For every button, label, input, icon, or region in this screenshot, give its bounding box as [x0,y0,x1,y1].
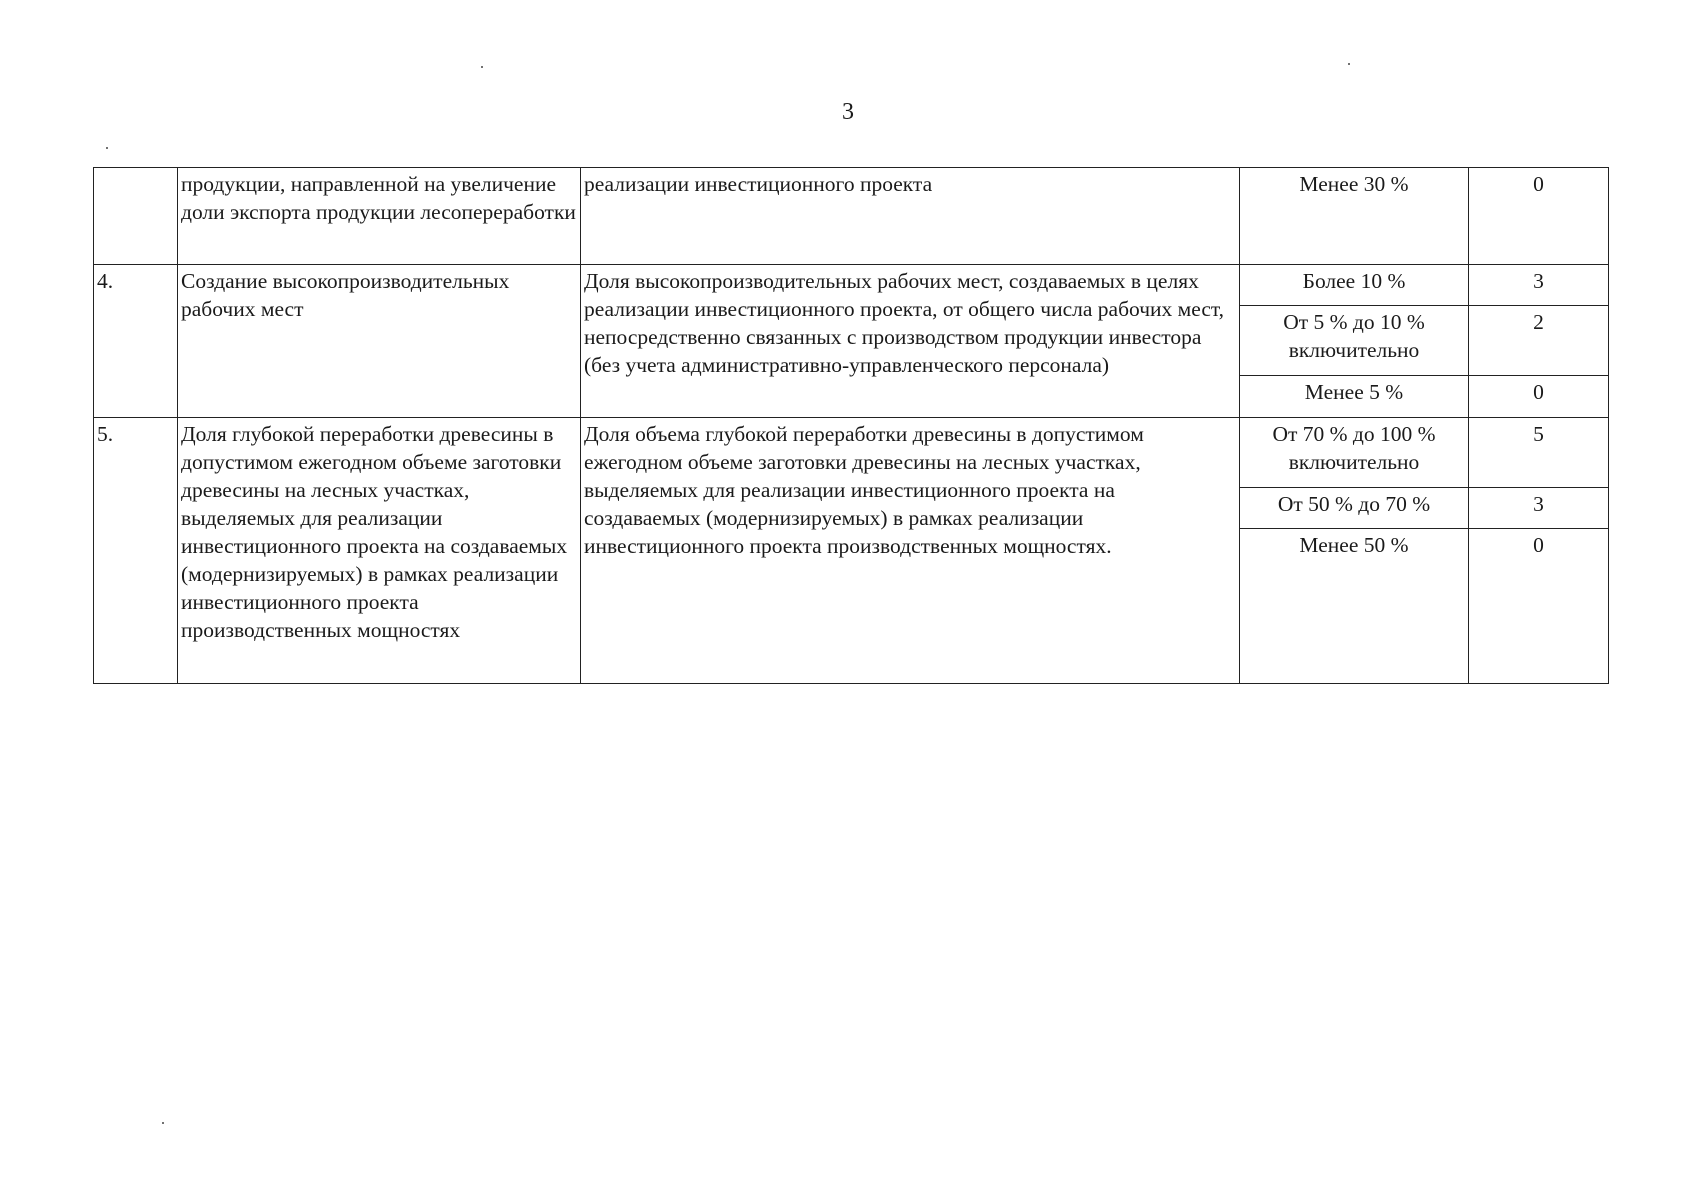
scan-speck [162,1122,164,1124]
indicator-cell: реализации инвестиционного проекта [581,168,1240,265]
range-cell: От 70 % до 100 % включительно [1240,418,1469,488]
points-cell: 0 [1469,529,1609,684]
points-cell: 0 [1469,168,1609,265]
points-cell: 3 [1469,488,1609,529]
indicator-cell: Доля объема глубокой переработки древесины в допустимом ежегодном объеме заготовки древесины на лесных участках, выделяемых для реализации инвестиционного проекта на создаваемых (модернизируемых) в рамках реализации инвестиционного проекта производственных мощностях. [581,418,1240,684]
row-number [94,168,178,265]
scan-speck [1348,63,1350,65]
range-cell: Более 10 % [1240,265,1469,306]
range-cell: От 5 % до 10 % включительно [1240,306,1469,376]
points-cell: 3 [1469,265,1609,306]
criterion-cell: Доля глубокой переработки древесины в допустимом ежегодном объеме заготовки древесины на лесных участках, выделяемых для реализации инвестиционного проекта на создаваемых (модернизируемых) в рамках реализации инвестиционного проекта производственных мощностях [178,418,581,684]
table-row [94,418,1609,488]
table-row [94,265,1609,306]
indicator-cell: Доля высокопроизводительных рабочих мест, создаваемых в целях реализации инвестиционного проекта, от общего числа рабочих мест, непосредственно связанных с производством продукции инвестора (без учета административно-управленческого персонала) [581,265,1240,418]
scan-speck [106,147,108,149]
row-number: 5. [94,418,178,684]
points-cell: 5 [1469,418,1609,488]
criteria-table [93,167,1609,684]
criterion-cell: Создание высокопроизводительных рабочих мест [178,265,581,418]
points-cell: 2 [1469,306,1609,376]
scan-speck [481,66,483,68]
range-cell: Менее 30 % [1240,168,1469,265]
criterion-cell: продукции, направленной на увеличение доли экспорта продукции лесопереработки [178,168,581,265]
range-cell: Менее 50 % [1240,529,1469,684]
points-cell: 0 [1469,376,1609,418]
table-row [94,168,1609,265]
range-cell: От 50 % до 70 % [1240,488,1469,529]
page-number: 3 [842,99,854,125]
row-number: 4. [94,265,178,418]
range-cell: Менее 5 % [1240,376,1469,418]
